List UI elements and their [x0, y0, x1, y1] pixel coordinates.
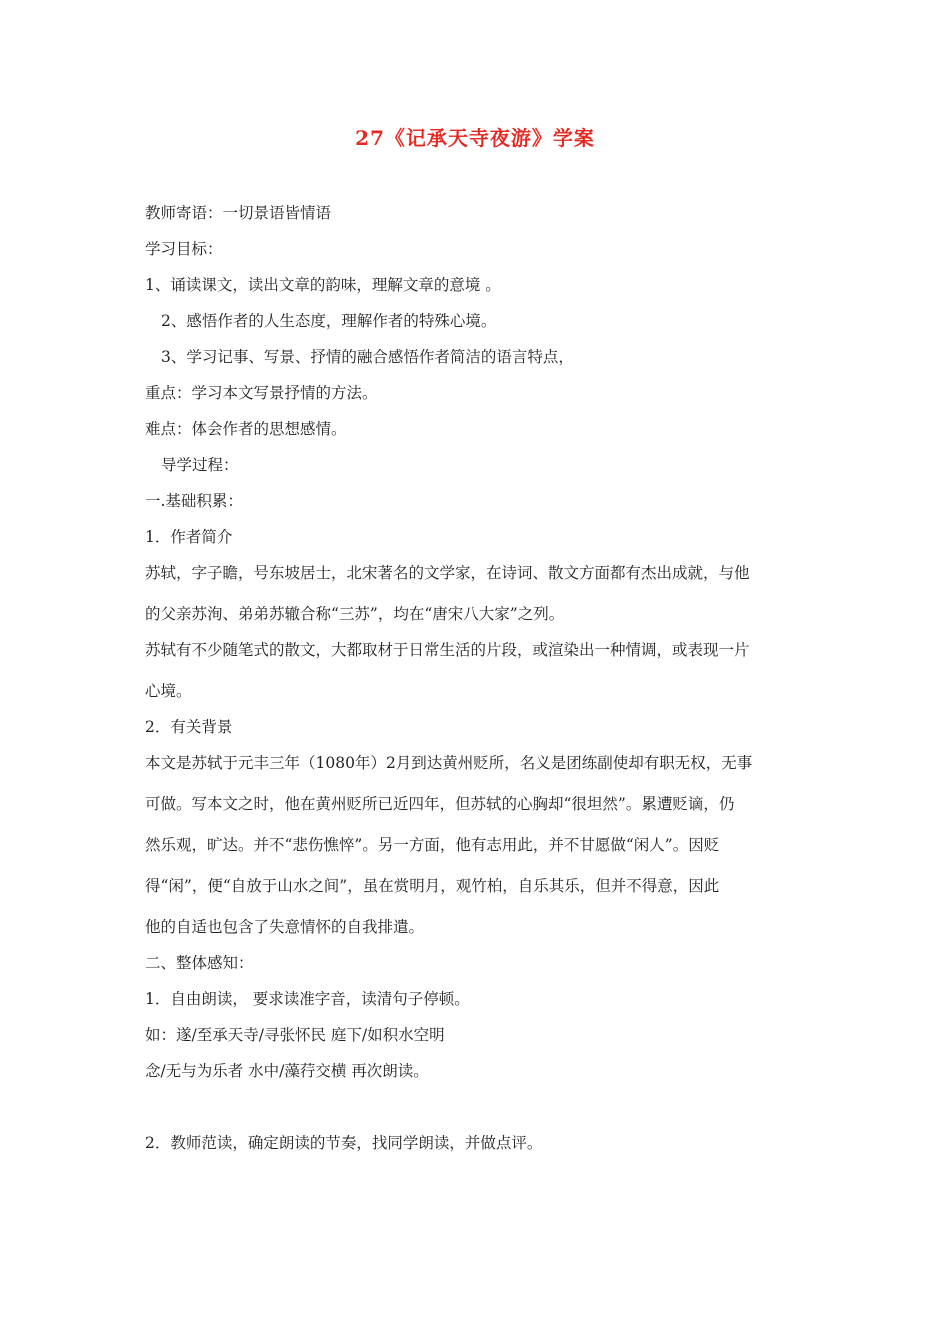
author-intro-heading: 1．作者简介	[145, 528, 233, 546]
section-2-heading: 二、整体感知：	[145, 954, 254, 972]
teacher-message: 教师寄语：一切景语皆情语	[145, 204, 332, 222]
author-intro-line-2: 的父亲苏洵、弟弟苏辙合称“三苏”，均在“唐宋八大家”之列。	[145, 605, 565, 623]
goal-3: 3、学习记事、写景、抒情的融合感悟作者简洁的语言特点，	[161, 348, 574, 366]
reading-example-1: 如：遂/至承天寺/寻张怀民 庭下/如积水空明	[145, 1026, 445, 1044]
reading-task-2: 2．教师范读，确定朗读的节奏，找同学朗读，并做点评。	[145, 1134, 543, 1152]
author-intro-line-3: 苏轼有不少随笔式的散文，大都取材于日常生活的片段，或渲染出一种情调，或表现一片	[145, 641, 750, 659]
goal-1: 1、诵读课文，读出文章的韵味，理解文章的意境 。	[145, 276, 501, 294]
background-line-1: 本文是苏轼于元丰三年（1080年）2月到达黄州贬所，名义是团练副使却有职无权，无事	[145, 754, 753, 772]
difficult-point: 难点：体会作者的思想感情。	[145, 420, 347, 438]
reading-task-1: 1．自由朗读， 要求读准字音，读清句子停顿。	[145, 990, 470, 1008]
goal-2: 2、感悟作者的人生态度，理解作者的特殊心境。	[161, 312, 497, 330]
document-title: 27《记承天寺夜游》学案	[355, 126, 595, 150]
background-line-5: 他的自适也包含了失意情怀的自我排遣。	[145, 918, 425, 936]
background-line-3: 然乐观，旷达。并不“悲伤憔悴”。另一方面，他有志用此，并不甘愿做“闲人”。因贬	[145, 836, 720, 854]
learning-goals-heading: 学习目标：	[145, 240, 223, 258]
key-point: 重点：学习本文写景抒情的方法。	[145, 384, 378, 402]
section-1-heading: 一.基础积累：	[145, 492, 243, 510]
background-line-2: 可做。写本文之时，他在黄州贬所已近四年，但苏轼的心胸却“很坦然”。累遭贬谪，仍	[145, 795, 735, 813]
author-intro-line-4: 心境。	[145, 682, 192, 700]
process-heading: 导学过程：	[161, 456, 239, 474]
background-heading: 2．有关背景	[145, 718, 233, 736]
author-intro-line-1: 苏轼，字子瞻，号东坡居士，北宋著名的文学家，在诗词、散文方面都有杰出成就，与他	[145, 564, 750, 582]
reading-example-2: 念/无与为乐者 水中/藻荇交横 再次朗读。	[145, 1062, 429, 1080]
background-line-4: 得“闲”，便“自放于山水之间”，虽在赏明月，观竹柏，自乐其乐，但并不得意，因此	[145, 877, 720, 895]
